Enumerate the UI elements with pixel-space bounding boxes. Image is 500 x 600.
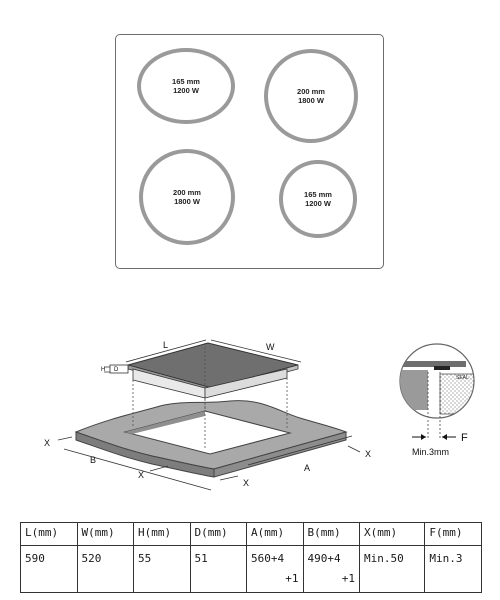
cooking-zone-rear-right — [264, 49, 358, 143]
seal-detail — [398, 344, 476, 457]
label-x-right: X — [365, 449, 372, 459]
min-gap-label: Min.3mm — [412, 447, 450, 457]
table-cell: 51 — [190, 546, 247, 593]
col-header: F(mm) — [425, 523, 482, 546]
col-header: W(mm) — [77, 523, 134, 546]
label-x-front: X — [138, 470, 145, 480]
label-x-left: X — [44, 438, 51, 448]
zone-size: 200 mm — [297, 87, 325, 96]
col-header: X(mm) — [360, 523, 425, 546]
cooking-zone-rear-left — [137, 48, 235, 124]
label-h: H — [101, 367, 106, 373]
zone-power: 1200 W — [305, 199, 331, 208]
label-f: F — [461, 432, 468, 444]
table-cell: Min.50 — [360, 546, 425, 593]
col-header: H(mm) — [134, 523, 191, 546]
zone-power: 1200 W — [173, 86, 199, 95]
table-cell: 560+4 +1 — [247, 546, 304, 593]
label-l: L — [163, 340, 169, 350]
label-d: D — [114, 367, 119, 373]
zone-power: 1800 W — [298, 96, 324, 105]
zone-size: 165 mm — [172, 77, 200, 86]
seal-label: SEAL — [456, 375, 469, 381]
col-header: D(mm) — [190, 523, 247, 546]
col-header: A(mm) — [247, 523, 304, 546]
table-cell: 490+4 +1 — [303, 546, 360, 593]
zone-power: 1800 W — [174, 197, 200, 206]
installation-diagram — [0, 325, 500, 515]
table-cell: 55 — [134, 546, 191, 593]
table-cell: 590 — [21, 546, 78, 593]
zone-size: 200 mm — [173, 188, 201, 197]
label-a: A — [304, 463, 311, 473]
cooking-zone-front-right — [279, 160, 357, 238]
zone-size: 165 mm — [304, 190, 332, 199]
col-header: B(mm) — [303, 523, 360, 546]
cooktop-top-view — [115, 34, 384, 269]
cooking-zone-front-left — [139, 149, 235, 245]
label-x-bottom: X — [243, 478, 250, 488]
table-header-row — [21, 523, 482, 546]
label-w: W — [266, 342, 275, 352]
dimension-table — [20, 522, 482, 593]
col-header: L(mm) — [21, 523, 78, 546]
table-cell: Min.3 — [425, 546, 482, 593]
label-b: B — [90, 455, 97, 465]
table-cell: 520 — [77, 546, 134, 593]
table-row — [21, 546, 482, 593]
